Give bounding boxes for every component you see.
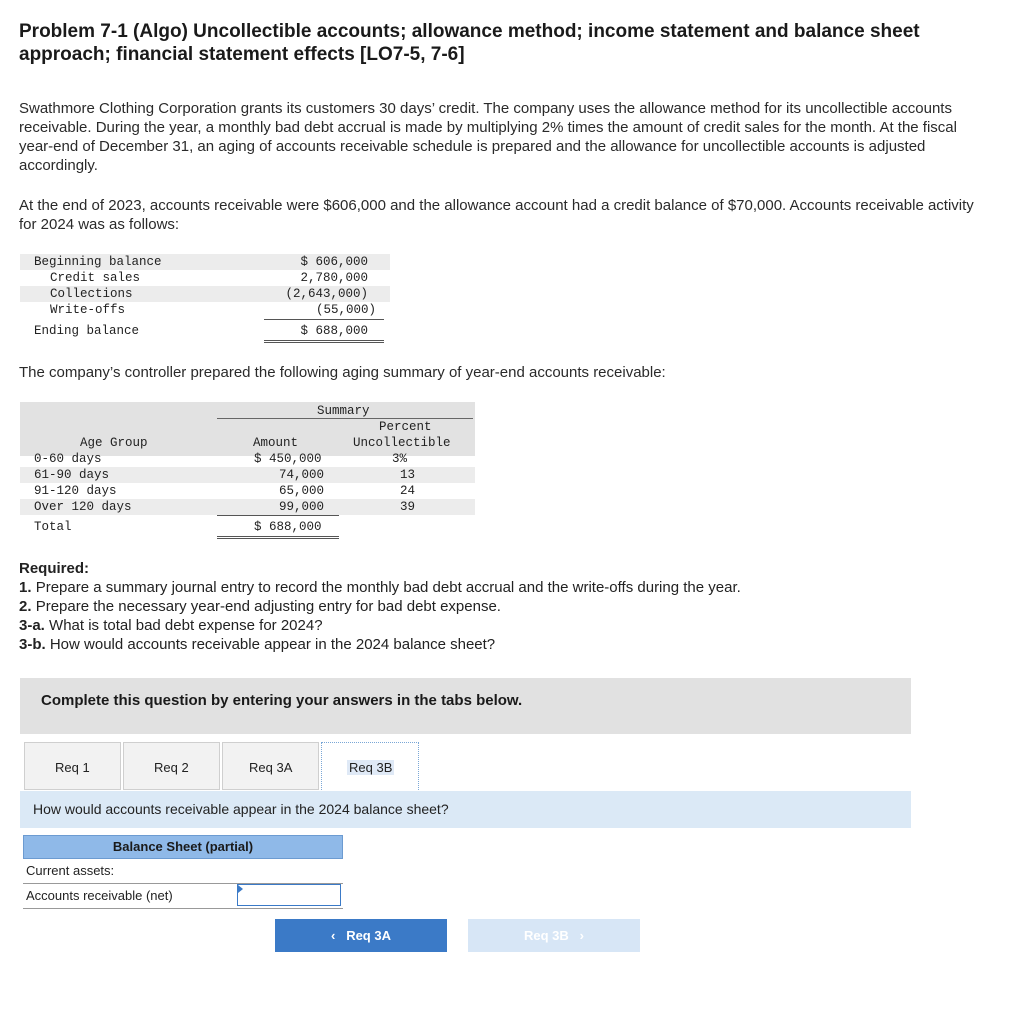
summary-header: Summary [317, 404, 370, 418]
tab-req-3b[interactable] [321, 742, 419, 790]
problem-title: Problem 7-1 (Algo) Uncollectible accounts; allowance method; income statement and balance sheet approach; financial statement effects [LO7-5, 7-6] [19, 21, 920, 65]
balance-sheet-heading: Balance Sheet (partial) [23, 835, 343, 859]
aging-intro-paragraph: The company’s controller prepared the following aging summary of year-end accounts receivable: [19, 364, 666, 381]
age-group-header: Age Group [80, 436, 148, 450]
required-num: 3-a. [19, 617, 45, 634]
next-label: Req 3B [524, 928, 569, 943]
row-label: Collections [50, 287, 133, 301]
age-group: 91-120 days [34, 484, 117, 498]
total-double-rule [264, 342, 384, 343]
table-row [20, 286, 390, 302]
table-row [20, 254, 390, 270]
amount: $ 450,000 [254, 452, 322, 466]
row-value: (55,000) [315, 303, 376, 317]
uncollectible-header: Uncollectible [353, 436, 451, 450]
age-group: 0-60 days [34, 452, 102, 466]
row-label: Beginning balance [34, 255, 162, 269]
age-group: Over 120 days [34, 500, 132, 514]
percent: 39 [400, 500, 416, 514]
required-num: 3-b. [19, 636, 46, 653]
subtotal-rule [217, 515, 339, 516]
required-text: How would accounts receivable appear in the 2024 balance sheet? [49, 636, 496, 653]
ar-activity-table [20, 254, 390, 339]
prev-label: Req 3A [346, 928, 391, 943]
current-assets-label: Current assets: [26, 863, 115, 878]
required-text: Prepare the necessary year-end adjusting entry for bad debt expense. [35, 598, 501, 615]
input-marker-icon [238, 885, 243, 893]
table-row [20, 519, 475, 535]
instruction-text: Complete this question by entering your answers in the tabs below. [41, 692, 523, 709]
table-row [20, 270, 390, 286]
balance-sheet-table [23, 835, 343, 909]
table-row [23, 884, 343, 909]
question-bar [20, 791, 911, 828]
total-rule [217, 536, 339, 537]
accounts-receivable-input[interactable] [237, 884, 341, 906]
summary-rule [217, 418, 473, 419]
tab-label: Req 1 [55, 760, 90, 775]
intro-paragraph: Swathmore Clothing Corporation grants its customers 30 days’ credit. The company uses the allowance method for its uncollectible accounts receivable. During the year, a monthly bad debt accrual is made by multiplying 2% times the amount of credit sales for the month. At the fiscal year-end of December 31, an aging of accounts receivable schedule is prepared and the allowance for uncollectible accounts is adjusted accordingly. [19, 100, 957, 174]
table-row [20, 451, 475, 467]
percent-header: Percent [379, 420, 432, 434]
amount-header: Amount [253, 436, 299, 450]
row-label: Credit sales [50, 271, 141, 285]
row-value: $ 688,000 [300, 324, 368, 338]
table-row [23, 859, 343, 884]
required-heading: Required: [19, 560, 90, 577]
total-amount: $ 688,000 [254, 520, 322, 534]
amount: 99,000 [279, 500, 325, 514]
age-group: 61-90 days [34, 468, 110, 482]
row-value: $ 606,000 [300, 255, 368, 269]
tab-req-3a[interactable] [222, 742, 319, 790]
tab-req-1[interactable] [24, 742, 121, 790]
aging-table [20, 402, 475, 542]
percent: 13 [400, 468, 416, 482]
prev-req-button[interactable] [275, 919, 447, 952]
required-section [19, 559, 741, 654]
subtotal-rule [264, 319, 384, 320]
table-row [20, 323, 390, 339]
row-value: (2,643,000) [285, 287, 368, 301]
accounts-receivable-label: Accounts receivable (net) [26, 888, 173, 903]
ar-intro-paragraph: At the end of 2023, accounts receivable were $606,000 and the allowance account had a credit balance of $70,000. Accounts receivable activity for 2024 was as follows: [19, 197, 974, 233]
total-label: Total [34, 520, 72, 534]
table-row [20, 499, 475, 515]
row-value: 2,780,000 [300, 271, 368, 285]
percent: 24 [400, 484, 416, 498]
percent: 3% [392, 452, 408, 466]
total-rule [264, 340, 384, 341]
instruction-banner [20, 678, 911, 734]
required-text: What is total bad debt expense for 2024? [49, 617, 323, 634]
tab-label: Req 2 [154, 760, 189, 775]
chevron-left-icon: ‹ [331, 928, 336, 943]
amount: 65,000 [279, 484, 325, 498]
tab-req-2[interactable] [123, 742, 220, 790]
table-row [20, 483, 475, 499]
question-text: How would accounts receivable appear in the 2024 balance sheet? [33, 801, 449, 817]
tab-label: Req 3A [249, 760, 293, 775]
table-row [20, 467, 475, 483]
required-text: Prepare a summary journal entry to record the monthly bad debt accrual and the write-offs during the year. [35, 579, 741, 596]
amount: 74,000 [279, 468, 325, 482]
chevron-right-icon: › [579, 928, 584, 943]
total-double-rule [217, 538, 339, 539]
tab-label: Req 3B [349, 760, 393, 775]
table-row [20, 302, 390, 318]
next-req-button[interactable] [468, 919, 640, 952]
required-num: 2. [19, 598, 32, 615]
row-label: Write-offs [50, 303, 126, 317]
row-label: Ending balance [34, 324, 140, 338]
required-num: 1. [19, 579, 32, 596]
